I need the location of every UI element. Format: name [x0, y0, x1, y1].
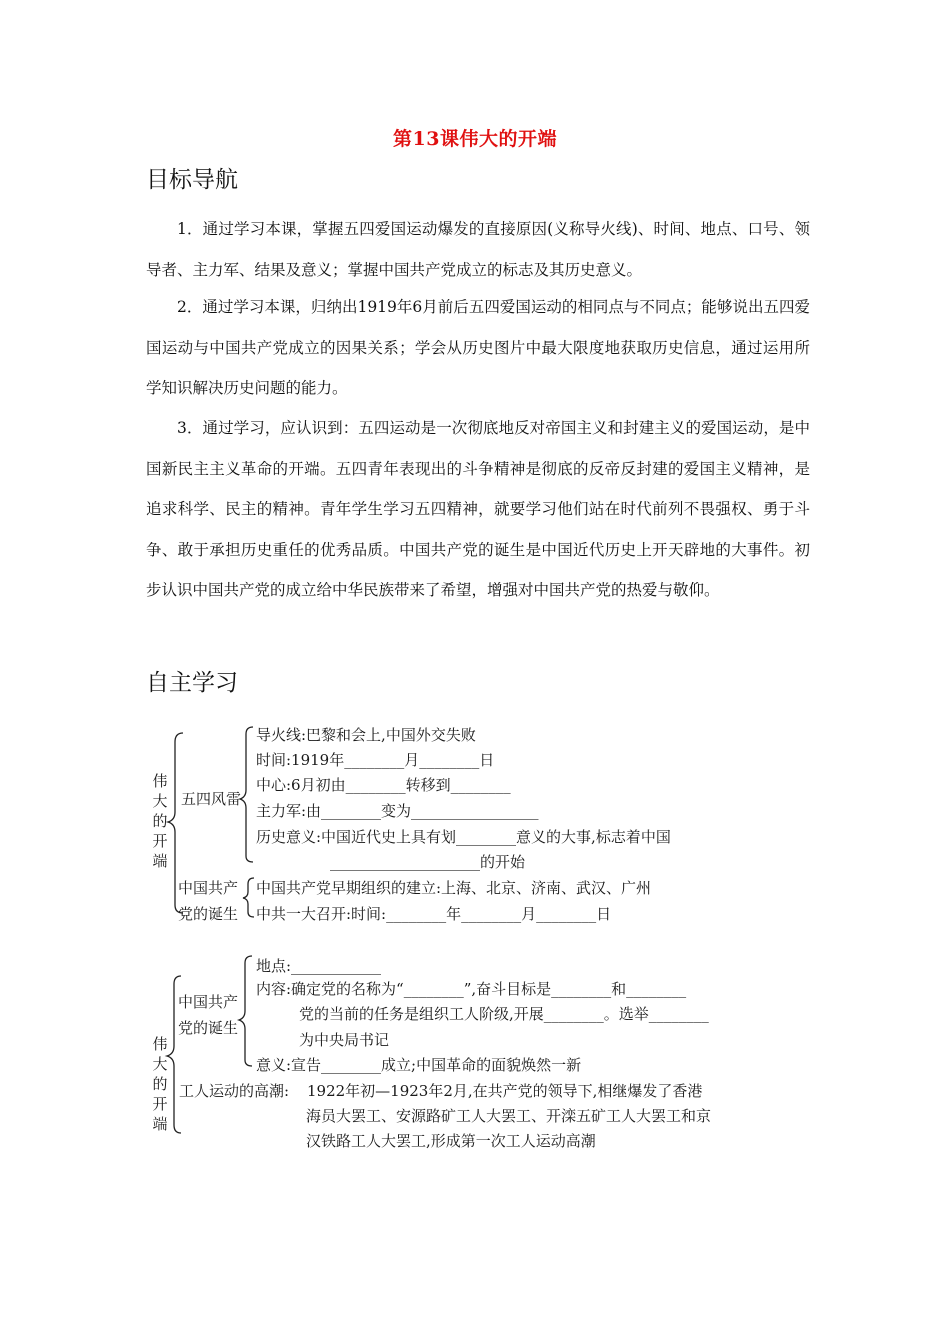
diagram2-branch1-label-line2: 党的诞生 — [178, 1019, 239, 1037]
diagram2-item-content: 内容:确定党的名称为“________”,奋斗目标是________和________ — [256, 980, 687, 998]
goal-paragraph-1: 1．通过学习本课，掌握五四爱国运动爆发的直接原因(义称导火线)、时间、地点、口号、领导者、主力军、结果及意义；掌握中国共产党成立的标志及其历史意义。 — [146, 220, 810, 279]
diagram2-item-content-task: 党的当前的任务是组织工人阶级,开展________。选举________ — [299, 1005, 709, 1023]
diagram1-branch2-brace — [243, 878, 254, 917]
diagram1-item-center: 中心:6月初由________转移到________ — [256, 776, 511, 794]
diagram1-item-first-congress: 中共一大召开:时间:________年________月________日 — [256, 905, 612, 923]
diagram1-branch2-label-line2: 党的诞生 — [178, 905, 239, 923]
diagram2-branch2-label: 工人运动的高潮: — [179, 1082, 290, 1100]
diagram2-labor-line-2: 海员大罢工、安源路矿工人大罢工、开滦五矿工人大罢工和京 — [306, 1107, 712, 1125]
section-heading-self-study: 自主学习 — [146, 670, 238, 696]
diagram2-labor-line-3: 汉铁路工人大罢工,形成第一次工人运动高潮 — [306, 1132, 596, 1150]
diagram2-branch1-label-line1: 中国共产 — [178, 993, 239, 1011]
diagram1-item-time: 时间:1919年________月________日 — [256, 751, 495, 769]
diagram2-root-label: 伟大的开端 — [152, 1035, 168, 1133]
diagram1-item-significance-cont: ____________________的开始 — [330, 853, 526, 871]
diagram2-item-significance: 意义:宣告________成立;中国革命的面貌焕然一新 — [256, 1056, 582, 1074]
page-title: 第13课伟大的开端 — [393, 128, 557, 150]
diagram2-item-location: 地点:____________ — [256, 957, 382, 975]
diagram2-labor-line-1: 1922年初—1923年2月,在共产党的领导下,相继爆发了香港 — [307, 1082, 703, 1100]
diagram1-branch1-brace — [240, 727, 253, 862]
section-heading-goals: 目标导航 — [146, 167, 238, 193]
diagram1-branch2-label-line1: 中国共产 — [178, 879, 239, 897]
diagram2-item-content-secretary: 为中央局书记 — [299, 1031, 390, 1049]
diagram1-item-significance: 历史意义:中国近代史上具有划________意义的大事,标志着中国 — [256, 828, 671, 846]
diagram1-branch1-label: 五四风雷 — [181, 790, 242, 808]
diagram1-item-fuse: 导火线:巴黎和会上,中国外交失败 — [256, 726, 476, 744]
diagram1-root-label: 伟大的开端 — [152, 772, 168, 870]
goal-paragraph-2: 2．通过学习本课，归纳出1919年6月前后五四爱国运动的相同点与不同点；能够说出五四爱国运动与中国共产党成立的因果关系；学会从历史图片中最大限度地获取历史信息，通过运用所学知识解决历史问题的能力。 — [146, 298, 810, 397]
diagram1-item-early-orgs: 中国共产党早期组织的建立:上海、北京、济南、武汉、广州 — [256, 879, 652, 897]
diagram1-item-main-force: 主力军:由________变为_________________ — [256, 802, 539, 820]
diagram2-branch1-brace — [239, 956, 252, 1066]
goal-paragraph-3: 3．通过学习，应认识到：五四运动是一次彻底地反对帝国主义和封建主义的爱国运动，是中国新民主主义革命的开端。五四青年表现出的斗争精神是彻底的反帝反封建的爱国主义精神，是追求科学、民主的精神。青年学生学习五四精神，就要学习他们站在时代前列不畏强权、勇于斗争、敢于承担历史重任的优秀品质。中国共产党的诞生是中国近代历史上开天辟地的大事件。初步认识中国共产党的成立给中华民族带来了希望，增强对中国共产党的热爱与敬仰。 — [146, 419, 810, 599]
